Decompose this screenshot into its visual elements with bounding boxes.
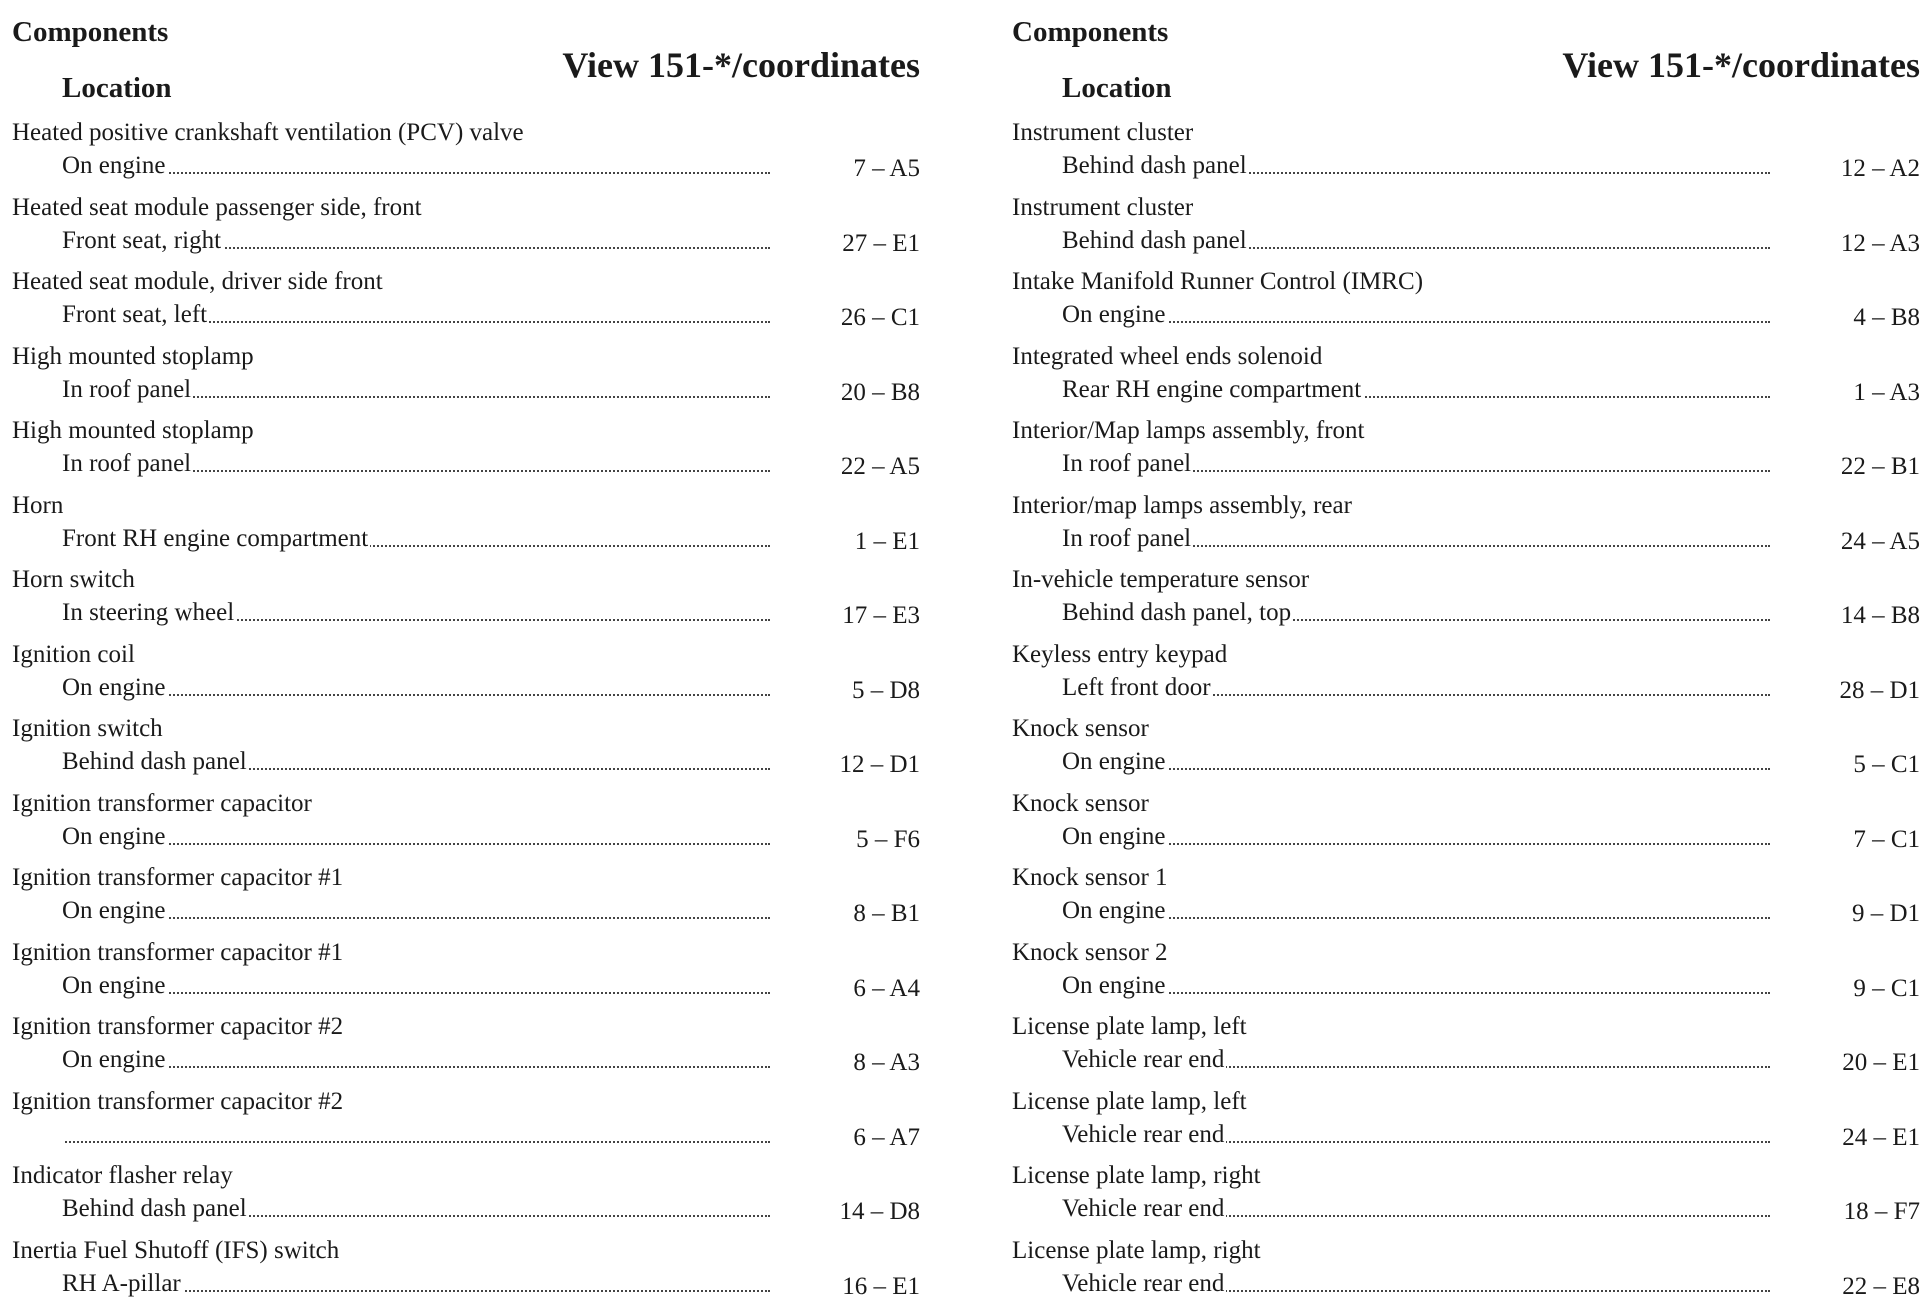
view-coordinate: 12 – A3 [1840,229,1920,257]
location-leader-line [1062,673,1770,703]
component-name: Ignition transformer capacitor [12,789,312,817]
location-leader-line [1062,747,1770,777]
location-leader-line [1062,971,1770,1001]
component-entry [1012,714,1920,789]
component-location: Front RH engine compartment [62,524,369,552]
view-coordinate: 14 – D8 [839,1198,920,1225]
component-entry [12,565,920,640]
component-location: On engine [62,822,166,850]
view-coordinate: 1 – A3 [1853,378,1920,406]
view-coordinate: 22 – A5 [840,453,920,480]
view-coordinate: 9 – D1 [1851,900,1920,927]
component-entry [12,789,920,864]
location-leader-line [1062,1120,1770,1150]
component-location: On engine [1062,301,1166,328]
component-name: License plate lamp, left [1012,1013,1247,1040]
location-leader-line [62,1120,770,1150]
location-leader-line [62,1194,770,1224]
location-leader-line [62,151,770,181]
component-name: Instrument cluster [1012,119,1194,146]
component-entry [12,1087,920,1162]
component-location: Front seat, left [62,301,208,328]
component-location: On engine [62,897,166,924]
component-location: On engine [1062,822,1166,850]
view-coordinate: 8 – B1 [853,900,920,927]
right-column [1012,0,1920,1312]
component-name: Heated seat module, driver side front [12,268,383,295]
component-location: Front seat, right [62,226,222,254]
component-list [1012,118,1920,1310]
view-coordinates-heading: View 151-*/coordinates [1562,45,1920,85]
component-entry [1012,416,1920,491]
view-coordinate: 7 – A5 [853,155,920,182]
component-entry [1012,640,1920,715]
component-location: On engine [62,971,166,999]
component-name: In-vehicle temperature sensor [1012,566,1310,593]
component-entry [12,1236,920,1311]
component-list [12,118,920,1310]
view-coordinate: 28 – D1 [1839,676,1920,704]
component-location: Rear RH engine compartment [1062,375,1362,403]
component-entry [12,1012,920,1087]
component-name: Knock sensor 2 [1012,938,1168,966]
component-name: Inertia Fuel Shutoff (IFS) switch [12,1236,340,1264]
component-name: Knock sensor 1 [1012,864,1168,891]
component-entry [1012,342,1920,417]
location-leader-line [62,971,770,1001]
component-name: Horn [12,491,64,519]
location-leader-line [62,822,770,852]
component-entry [12,714,920,789]
component-location: On engine [62,152,166,179]
component-entry [1012,118,1920,193]
component-location: Behind dash panel [1062,226,1247,254]
view-coordinate: 20 – B8 [840,378,920,406]
component-entry [12,938,920,1013]
component-location: Vehicle rear end [1062,1120,1225,1148]
component-name: Instrument cluster [1012,193,1194,221]
location-leader-line [62,747,770,777]
component-location: Behind dash panel, top [1062,599,1292,626]
component-name: Knock sensor [1012,789,1149,817]
component-entry [12,342,920,417]
component-name: Keyless entry keypad [1012,640,1228,668]
view-coordinate: 5 – D8 [851,676,920,704]
view-coordinate: 22 – E8 [1842,1272,1920,1300]
component-entry [1012,1161,1920,1236]
view-coordinate: 18 – F7 [1843,1198,1920,1225]
view-coordinate: 5 – C1 [1853,751,1920,778]
component-name: Horn switch [12,566,135,593]
location-leader-line [62,226,770,256]
component-location: Left front door [1062,673,1211,701]
location-leader-line [62,300,770,330]
component-name: Ignition switch [12,715,163,742]
component-name: Interior/Map lamps assembly, front [1012,417,1365,444]
component-name: Ignition transformer capacitor #1 [12,938,344,966]
component-entry [1012,267,1920,342]
location-leader-line [62,673,770,703]
component-entry [1012,938,1920,1013]
component-location: In roof panel [62,375,192,403]
view-coordinate: 22 – B1 [1840,453,1920,480]
view-coordinate: 20 – E1 [1842,1049,1920,1076]
location-heading: Location [1062,72,1172,104]
component-entry [12,1161,920,1236]
view-coordinate: 1 – E1 [854,527,920,555]
component-name: Knock sensor [1012,715,1149,742]
component-location: In roof panel [1062,524,1192,552]
location-leader-line [62,375,770,405]
component-entry [12,193,920,268]
component-location: Vehicle rear end [1062,1046,1225,1073]
component-name: Indicator flasher relay [12,1162,233,1189]
left-column [12,0,920,1312]
component-entry [12,491,920,566]
view-coordinate: 14 – B8 [1840,602,1920,629]
component-entry [12,640,920,715]
view-coordinates-heading: View 151-*/coordinates [562,45,920,85]
location-heading: Location [62,72,172,104]
component-entry [1012,789,1920,864]
view-coordinate: 24 – A5 [1840,527,1920,555]
location-leader-line [1062,1194,1770,1224]
component-location: On engine [62,1046,166,1073]
component-location: On engine [1062,897,1166,924]
component-location: In roof panel [1062,450,1192,477]
component-name: Heated seat module passenger side, front [12,193,422,221]
component-entry [12,416,920,491]
view-coordinate: 26 – C1 [840,304,920,331]
component-name: Heated positive crankshaft ventilation (PCV) valve [12,119,524,146]
component-location: On engine [62,673,166,701]
location-leader-line [1062,375,1770,405]
location-leader-line [62,598,770,628]
location-leader-line [62,449,770,479]
view-coordinate: 16 – E1 [842,1272,920,1300]
view-coordinate: 9 – C1 [1853,974,1920,1002]
location-leader-line [1062,598,1770,628]
component-entry [1012,1012,1920,1087]
location-leader-line [62,524,770,554]
view-coordinate: 8 – A3 [853,1049,920,1076]
view-coordinate: 12 – A2 [1840,155,1920,182]
location-leader-line [1062,896,1770,926]
location-leader-line [1062,300,1770,330]
component-entry [12,267,920,342]
component-location: On engine [1062,971,1166,999]
location-leader-line [1062,151,1770,181]
location-leader-line [62,1269,770,1299]
component-name: License plate lamp, left [1012,1087,1247,1115]
component-name: Integrated wheel ends solenoid [1012,342,1323,370]
view-coordinate: 27 – E1 [842,229,920,257]
component-location: Behind dash panel [62,1195,247,1222]
component-entry [12,118,920,193]
component-name: High mounted stoplamp [12,342,254,370]
component-location: Behind dash panel [1062,152,1247,179]
location-leader-line [62,1045,770,1075]
location-leader-line [1062,449,1770,479]
component-entry [1012,565,1920,640]
component-location: RH A-pillar [62,1269,181,1297]
component-name: Interior/map lamps assembly, rear [1012,491,1352,519]
component-entry [1012,1236,1920,1311]
component-location: Behind dash panel [62,748,247,775]
component-entry [1012,491,1920,566]
component-location: On engine [1062,748,1166,775]
location-leader-line [62,896,770,926]
location-leader-line [1062,226,1770,256]
location-leader-line [1062,524,1770,554]
component-name: Ignition coil [12,640,135,668]
view-coordinate: 12 – D1 [839,751,920,778]
component-name: License plate lamp, right [1012,1236,1261,1264]
component-location: In roof panel [62,450,192,477]
component-entry [1012,863,1920,938]
component-entry [12,863,920,938]
components-heading: Components [1012,16,1169,48]
view-coordinate: 24 – E1 [1842,1123,1920,1151]
component-name: License plate lamp, right [1012,1162,1261,1189]
component-name: Intake Manifold Runner Control (IMRC) [1012,268,1424,295]
view-coordinate: 17 – E3 [842,602,920,629]
view-coordinate: 5 – F6 [856,825,920,853]
component-location [62,1121,64,1148]
component-name: High mounted stoplamp [12,417,254,444]
location-leader-line [1062,1045,1770,1075]
component-name: Ignition transformer capacitor #1 [12,864,344,891]
component-entry [1012,1087,1920,1162]
location-leader-line [1062,822,1770,852]
view-coordinate: 6 – A7 [853,1123,920,1151]
view-coordinate: 7 – C1 [1853,825,1920,853]
location-leader-line [1062,1269,1770,1299]
components-heading: Components [12,16,169,48]
component-name: Ignition transformer capacitor #2 [12,1087,344,1115]
view-coordinate: 6 – A4 [853,974,920,1002]
view-coordinate: 4 – B8 [1853,304,1920,331]
component-location: In steering wheel [62,599,235,626]
component-entry [1012,193,1920,268]
component-location: Vehicle rear end [1062,1195,1225,1222]
component-name: Ignition transformer capacitor #2 [12,1013,344,1040]
component-location: Vehicle rear end [1062,1269,1225,1297]
